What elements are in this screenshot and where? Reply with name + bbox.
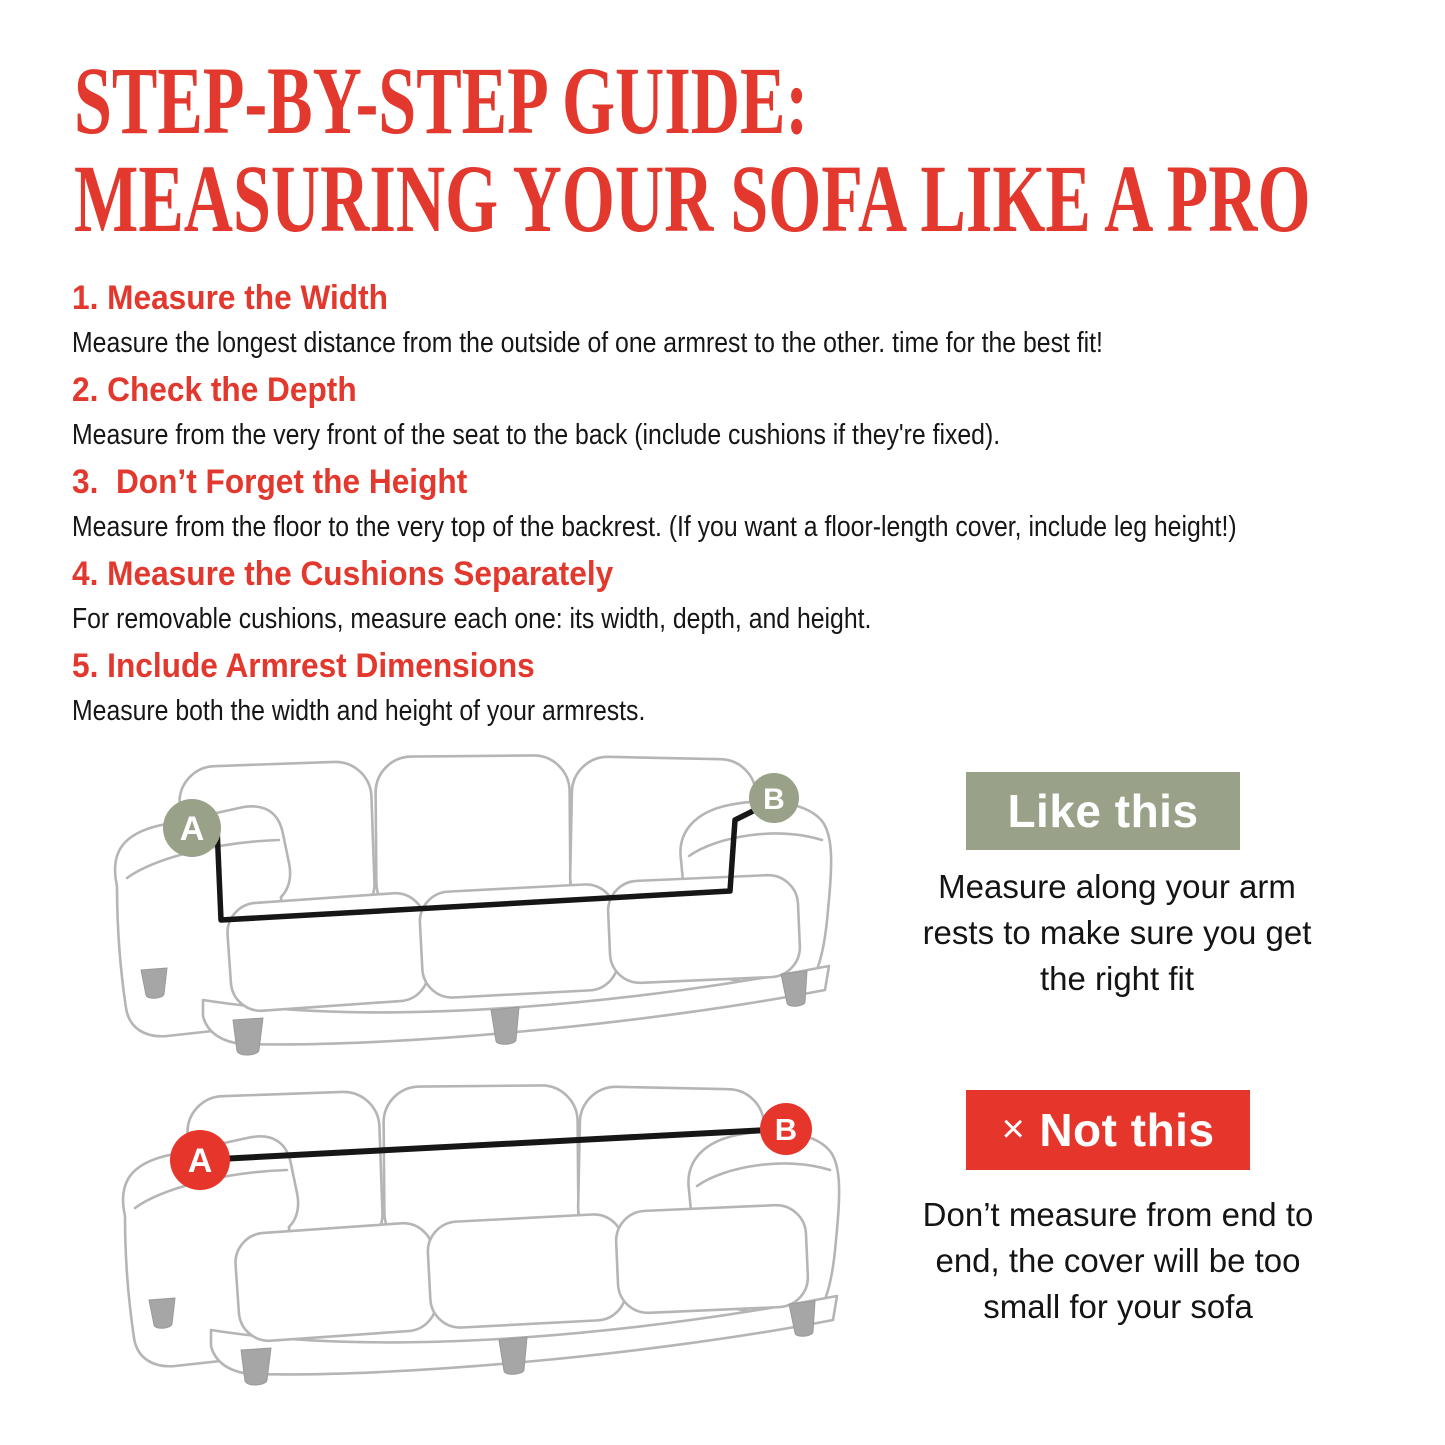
page-title — [74, 47, 1423, 252]
step-2 — [72, 370, 1432, 452]
step-4 — [72, 554, 1432, 636]
like-this-caption: Measure along your arm rests to make sure you get the right fit — [922, 868, 1312, 998]
page-title-line-1: STEP-BY-STEP GUIDE: — [74, 47, 809, 154]
marker-a-label: A — [187, 1142, 213, 1180]
step-5-body: Measure both the width and height of your armrests. — [72, 695, 646, 727]
figure-correct-measurement — [92, 748, 904, 1084]
steps-list — [72, 278, 1432, 738]
step-4-heading: 4. Measure the Cushions Separately — [72, 555, 614, 593]
sofa-illustration-correct — [92, 748, 904, 1084]
step-3 — [72, 462, 1432, 544]
step-5 — [72, 646, 1432, 728]
page-title-line-2: MEASURING YOUR SOFA LIKE A PRO — [74, 144, 1311, 252]
marker-a-label: A — [179, 810, 205, 848]
marker-b-label: B — [774, 1112, 798, 1147]
marker-b-label: B — [763, 783, 785, 816]
figure-wrong-measurement — [100, 1078, 912, 1414]
x-icon: × — [1001, 1106, 1026, 1151]
like-this-badge — [966, 772, 1240, 850]
step-1-heading: 1. Measure the Width — [72, 279, 388, 317]
not-this-caption: Don’t measure from end to end, the cover will be too small for your sofa — [922, 1196, 1314, 1326]
sofa-illustration-wrong — [100, 1078, 912, 1414]
step-3-heading: 3. Don’t Forget the Height — [72, 463, 468, 501]
step-2-body: Measure from the very front of the seat to the back (include cushions if they're fixed). — [72, 419, 1001, 451]
like-this-label: Like this — [1007, 785, 1199, 837]
step-3-body: Measure from the floor to the very top of the backrest. (If you want a floor-length cover, include leg height!) — [72, 511, 1237, 543]
step-1 — [72, 278, 1432, 360]
step-2-heading: 2. Check the Depth — [72, 371, 357, 409]
step-4-body: For removable cushions, measure each one: its width, depth, and height. — [72, 603, 872, 635]
not-this-label: Not this — [1039, 1104, 1215, 1156]
not-this-badge — [966, 1090, 1250, 1170]
step-1-body: Measure the longest distance from the outside of one armrest to the other. time for the best fit! — [72, 327, 1103, 359]
step-5-heading: 5. Include Armrest Dimensions — [72, 647, 535, 685]
